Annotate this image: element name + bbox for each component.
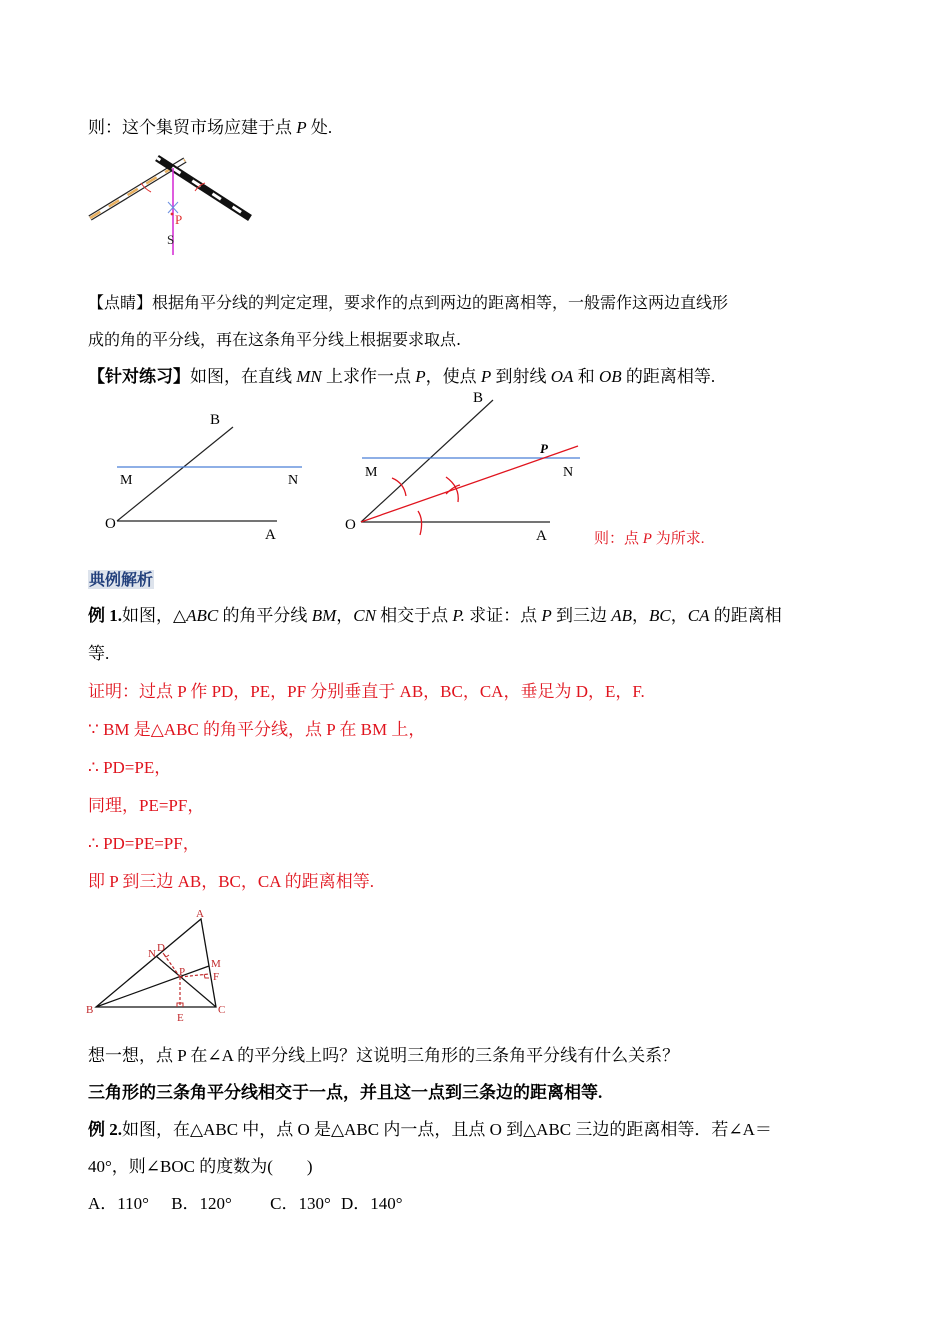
proof-line-2: ∵ BM 是△ABC 的角平分线，点 P 在 BM 上， [88,720,426,739]
proof-line-4: 同理，PE=PF， [88,796,205,815]
dianjing-line-2 [88,329,461,351]
point-p-var: P [296,118,307,137]
proof-line-3: ∴ PD=PE， [88,758,172,777]
option-c[interactable] [270,1194,331,1213]
var-ab: AB [611,606,633,625]
q-sep: ， [632,606,650,625]
label-p: P [179,966,186,978]
var-oa: OA [550,367,574,386]
arc-oa [418,511,422,535]
q-text: 的角平分线 [218,606,312,625]
label-a: A [536,528,547,544]
var-p: P [480,367,492,386]
figure-practice-solution [340,385,600,550]
label-s: S [167,232,175,247]
var-p: P. [452,606,465,625]
label-b: B [473,390,484,406]
answer-suffix: 为所求. [651,531,705,547]
q-text: 到三边 [551,606,612,625]
practice-text: 如图，在直线 [190,367,297,386]
conclusion-suffix: 处. [306,118,333,137]
right-road [157,158,250,218]
practice-tag: 【针对练习】 [88,367,190,386]
option-d[interactable] [341,1194,403,1213]
bisector-op [361,446,578,522]
q-text: 等. [88,644,110,663]
option-key: A． [88,1194,118,1213]
conclusion-text: 则：这个集贸市场应建于点 [88,118,297,137]
example2-line-2: 40°，则∠BOC 的度数为( ) [88,1157,313,1176]
proof-line-1: 证明：过点 P 作 PD，PE，PF 分别垂直于 AB，BC，CA，垂足为 D，E，F. [88,682,645,701]
proof-line-5: ∴ PD=PE=PF， [88,834,200,853]
option-key: B． [171,1194,200,1213]
example1-line-2 [88,643,109,665]
practice-text: ，使点 [425,367,481,386]
label-m: M [120,473,133,488]
label-p: P [540,441,548,456]
option-key: C． [270,1194,299,1213]
practice-text: 上求作一点 [321,367,416,386]
think-question: 想一想，点 P 在∠A 的平分线上吗？这说明三角形的三条角平分线有什么关系？ [88,1046,680,1065]
label-p: P [175,212,183,227]
option-value: 110° [117,1194,149,1213]
var-p: P [541,606,552,625]
option-value: 140° [370,1194,403,1213]
answer-text: 则：点 [594,531,643,547]
var-mn: MN [296,367,322,386]
label-m: M [365,465,378,480]
practice-text: 和 [573,367,599,386]
dianjing-text-1: 根据角平分线的判定定理，要求作的点到两边的距离相等，一般需作这两边直线形 [152,293,729,312]
label-c: C [218,1004,226,1016]
example2-options [88,1193,403,1215]
section-heading [88,569,154,591]
var-p: P [415,367,426,386]
var-bm: BM [311,606,337,625]
label-m: M [211,958,221,970]
practice-text: 的距离相等. [621,367,716,386]
example1-line-1 [88,605,782,627]
label-a: A [196,908,204,920]
option-b[interactable] [171,1194,232,1213]
figure-practice-given [85,400,315,550]
q-text: 的距离相 [709,606,782,625]
label-n: N [148,948,156,960]
var-bc: BC [649,606,671,625]
var-ob: OB [598,367,622,386]
q-text: 如图，△ [122,606,187,625]
option-value: 120° [199,1194,232,1213]
label-b: B [86,1004,94,1016]
label-o: O [345,517,356,533]
practice-answer [594,528,704,550]
option-value: 130° [298,1194,331,1213]
option-a[interactable] [88,1194,149,1213]
q-sep: ， [670,606,688,625]
label-e: E [177,1012,184,1024]
example2-line-1 [88,1119,772,1141]
figure-triangle-bisectors [80,895,250,1030]
example1-tag: 例 1. [88,606,122,625]
triangle-abc [96,919,216,1007]
q-text: 相交于点 [375,606,453,625]
var-ca: CA [687,606,710,625]
label-n: N [288,473,299,488]
dianjing-text-2: 成的角的平分线，再在这条角平分线上根据要求取点. [88,330,462,349]
ray-ob [361,400,493,522]
q-sep: ， [336,606,354,625]
example2-tag: 例 2. [88,1120,122,1139]
intro-conclusion [88,117,332,139]
dianjing-tag: 【点睛】 [88,293,153,312]
option-key: D． [341,1194,371,1213]
practice-text: 到射线 [491,367,551,386]
q-text: 求证：点 [464,606,542,625]
figure-roads-bisector [85,145,265,260]
label-b: B [210,412,221,428]
ray-ob [117,427,233,521]
label-n: N [563,465,574,480]
section-heading-text: 典例解析 [89,570,154,589]
label-a: A [265,527,276,543]
var-cn: CN [353,606,376,625]
var-abc: ABC [186,606,219,625]
think-answer: 三角形的三条角平分线相交于一点，并且这一点到三条边的距离相等. [88,1083,603,1102]
label-o: O [105,516,116,532]
proof-line-6: 即 P 到三边 AB，BC，CA 的距离相等. [88,872,375,891]
var-p: P [642,531,652,547]
label-f: F [213,971,220,983]
dianjing-line-1 [88,292,728,314]
example2-text-1: 如图，在△ABC 中，点 O 是△ABC 内一点，且点 O 到△ABC 三边的距离相等．若∠A＝ [122,1120,772,1139]
label-d: D [157,942,165,954]
